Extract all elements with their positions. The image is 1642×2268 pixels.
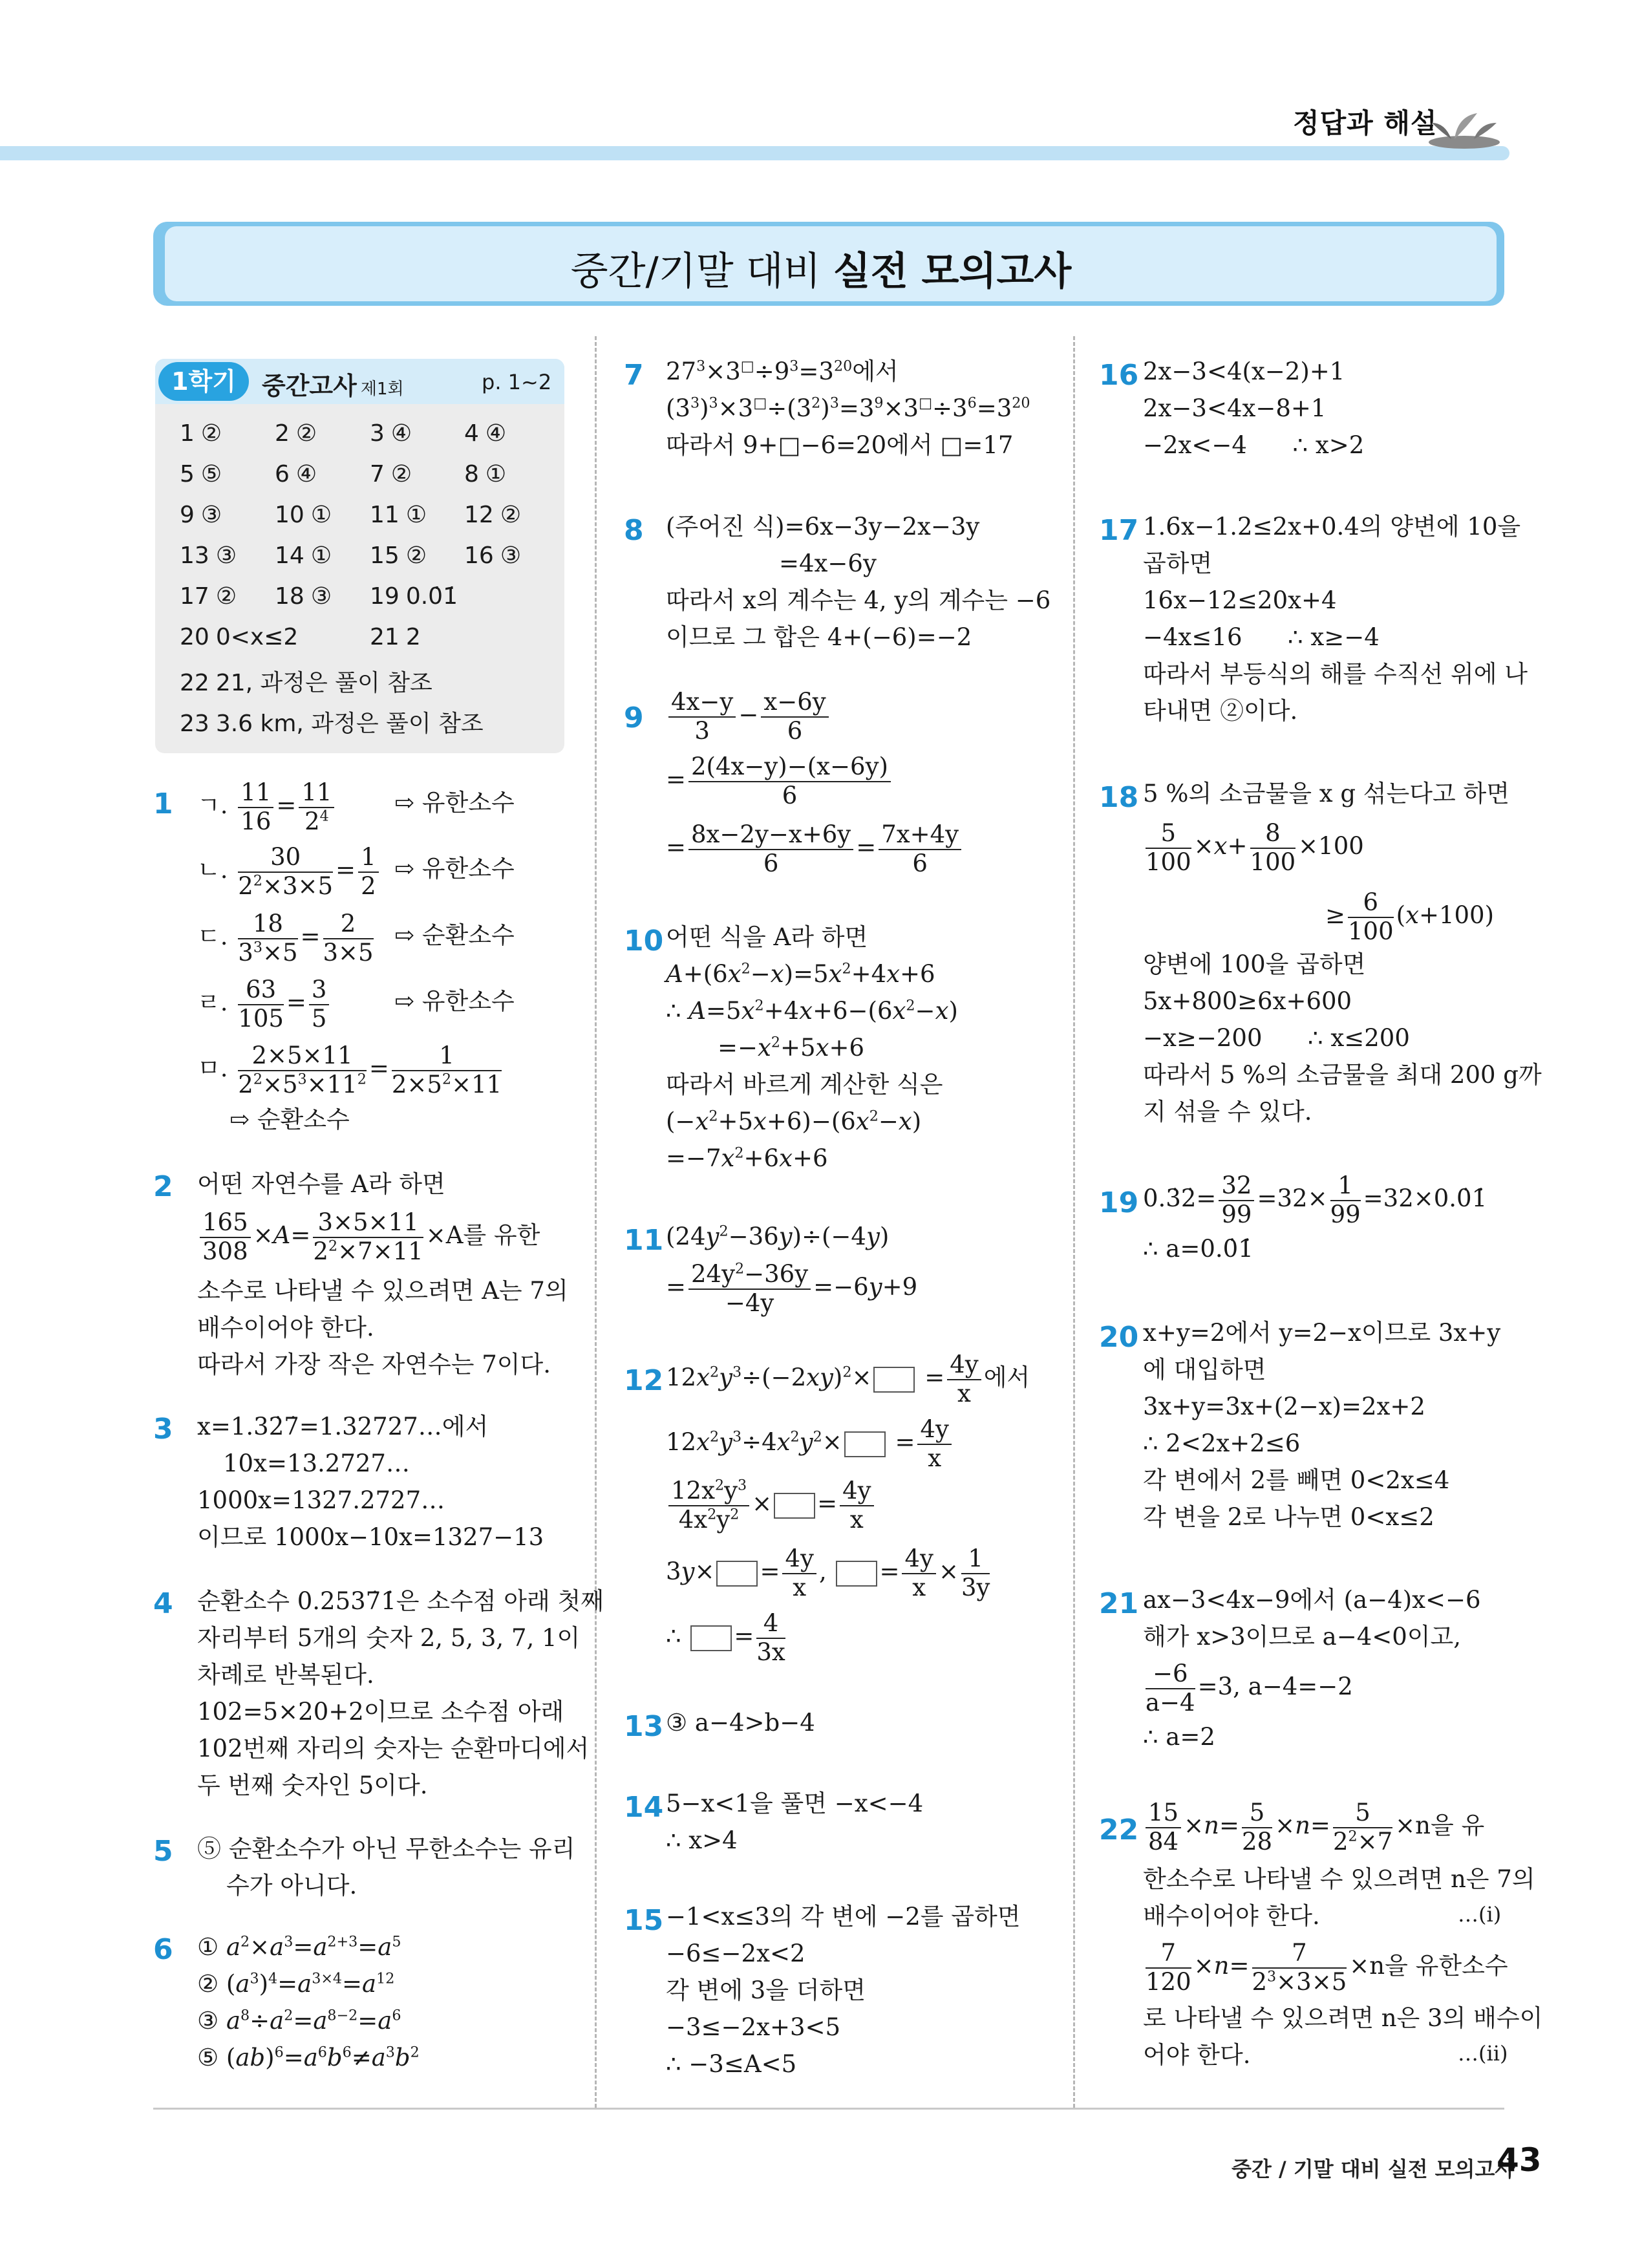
p9-line-3: = $\frac{8x-2y-x+6y}{6}$ = $\frac{7x+4y}{6}$ bbox=[666, 821, 964, 877]
exam-round: 제1회 bbox=[360, 380, 404, 399]
answer-item bbox=[464, 542, 521, 569]
p22-line-6: 어야 한다. bbox=[1143, 2041, 1251, 2069]
column-divider bbox=[595, 336, 597, 2108]
p18-line-1: 5 %의 소금물을 x g 섞는다고 하면 bbox=[1143, 780, 1509, 808]
problem-number: 10 bbox=[624, 925, 664, 957]
problem-number: 7 bbox=[624, 359, 644, 392]
p12-line-2: $12x^2y^3\div 4x^2y^2\times$ = $\frac{4y}{x}$ bbox=[666, 1416, 954, 1472]
answer-number: 20 bbox=[180, 624, 209, 650]
answer-item bbox=[370, 583, 458, 610]
p8-line-1: (주어진 식)=6x−3y−2x−3y bbox=[666, 513, 980, 540]
answer-item bbox=[275, 583, 332, 610]
p22-line-5: 로 나타낼 수 있으려면 n은 3의 배수이 bbox=[1143, 2004, 1543, 2032]
problem-number: 6 bbox=[153, 1933, 173, 1966]
answer-item bbox=[180, 461, 222, 487]
p4-line-2: 자리부터 5개의 숫자 2, 5, 3, 7, 1이 bbox=[197, 1624, 581, 1652]
p10-line-1: 어떤 식을 A라 하면 bbox=[666, 923, 868, 951]
p20-line-4: ∴ 2<2x+2≤6 bbox=[1143, 1429, 1301, 1457]
p14-line-2: ∴ x>4 bbox=[666, 1826, 738, 1854]
term-badge: 1학기 bbox=[158, 362, 249, 401]
p17-line-2: 곱하면 bbox=[1143, 550, 1213, 577]
answer-value: ③ bbox=[310, 583, 332, 610]
answer-value: ① bbox=[405, 502, 427, 528]
p7-line-1: $27^3\times 3^□\div 9^3=3^{20}$에서 bbox=[666, 358, 899, 385]
answer-item bbox=[180, 705, 484, 738]
p1-line-e: ㅁ. $\frac{2\times 5\times 11}{2^2\times 5^3\times 11^2}$ = $\frac{1}{2\times 5^2\times 11}$ bbox=[197, 1042, 502, 1098]
p9-line-1: $\frac{4x-y}{3}$ − $\frac{x-6y}{6}$ bbox=[666, 689, 831, 745]
p22-marker-2: …(ⅱ) bbox=[1458, 2041, 1508, 2066]
header-title: 정답과 해설 bbox=[1293, 107, 1438, 139]
answer-item bbox=[275, 420, 317, 447]
problem-number: 13 bbox=[624, 1710, 664, 1743]
problem-number: 3 bbox=[153, 1413, 173, 1446]
p16-line-1: 2x−3<4(x−2)+1 bbox=[1143, 358, 1345, 385]
p6-line-1: ① $a^2\times a^3=a^{2+3}=a^5$ bbox=[197, 1933, 401, 1961]
p16-line-2: 2x−3<4x−8+1 bbox=[1143, 394, 1327, 422]
answer-number: 14 bbox=[275, 542, 304, 569]
p2-line-1: 어떤 자연수를 A라 하면 bbox=[197, 1170, 445, 1198]
p21-line-1: ax−3<4x−9에서 (a−4)x<−6 bbox=[1143, 1586, 1481, 1614]
p18-line-3: ≥ $\frac{6}{100}$ (x+100) bbox=[1325, 888, 1495, 945]
p1-result-e: ⇨ 순환소수 bbox=[229, 1106, 350, 1133]
problem-number: 21 bbox=[1099, 1587, 1139, 1620]
answer-value: 2 bbox=[405, 624, 421, 650]
p10-line-6: $(-x^2+5x+6)-(6x^2-x)$ bbox=[666, 1107, 922, 1135]
answer-number: 22 bbox=[180, 670, 209, 696]
answer-item bbox=[180, 583, 237, 610]
answer-value: ② bbox=[500, 502, 522, 528]
problem-number: 2 bbox=[153, 1170, 173, 1203]
p4-line-6: 두 번째 숫자인 5이다. bbox=[197, 1771, 428, 1799]
answer-value: ④ bbox=[390, 420, 412, 447]
p18-line-7: 따라서 5 %의 소금물을 최대 200 g까 bbox=[1143, 1061, 1542, 1089]
problem-number: 20 bbox=[1099, 1321, 1139, 1354]
answer-value: ② bbox=[405, 542, 427, 569]
p18-line-6: −x≥−200 ∴ x≤200 bbox=[1143, 1024, 1410, 1052]
p3-line-4: 이므로 1000x−10x=1327−13 bbox=[197, 1523, 544, 1551]
answer-number: 3 bbox=[370, 420, 385, 447]
p10-line-4: $=-x^2+5x+6$ bbox=[718, 1034, 864, 1062]
problem-number: 4 bbox=[153, 1587, 173, 1620]
p1-result-a: ⇨ 유한소수 bbox=[394, 789, 515, 817]
p19-line-1: 0.3̇2̇= $\frac{32}{99}$ =32× $\frac{1}{99}$ =32×0.0̇1̇ bbox=[1143, 1171, 1487, 1228]
p20-line-1: x+y=2에서 y=2−x이므로 3x+y bbox=[1143, 1319, 1501, 1347]
answer-number: 21 bbox=[370, 624, 400, 650]
p2-line-2: $\frac{165}{308}$ ×A= $\frac{3\times 5\times 11}{2^2\times 7\times 11}$ ×A를 유한 bbox=[197, 1209, 540, 1265]
answer-number: 10 bbox=[275, 502, 304, 528]
p20-line-6: 각 변을 2로 나누면 0<x≤2 bbox=[1143, 1503, 1434, 1531]
answer-number: 6 bbox=[275, 461, 290, 487]
p15-line-5: ∴ −3≤A<5 bbox=[666, 2050, 797, 2078]
sprout-icon bbox=[1425, 103, 1503, 149]
p18-line-2: $\frac{5}{100}$ ×x+ $\frac{8}{100}$ ×100 bbox=[1146, 819, 1364, 876]
answer-number: 4 bbox=[464, 420, 479, 447]
answer-number: 7 bbox=[370, 461, 385, 487]
p11-line-1: $(24y^2-36y)\div(-4y)$ bbox=[666, 1223, 890, 1250]
answer-value: ④ bbox=[295, 461, 317, 487]
p12-line-5: ∴ = $\frac{4}{3x}$ bbox=[666, 1609, 785, 1666]
p4-line-1: 순환소수 0.2537̇1̇은 소수점 아래 첫째 bbox=[197, 1587, 604, 1615]
p4-line-3: 차례로 반복된다. bbox=[197, 1661, 374, 1689]
answer-number: 18 bbox=[275, 583, 304, 610]
p3-line-2: 10x=13.2727… bbox=[223, 1450, 410, 1477]
p20-line-5: 각 변에서 2를 빼면 0<2x≤4 bbox=[1143, 1466, 1450, 1494]
answer-number: 15 bbox=[370, 542, 400, 569]
answer-item bbox=[464, 461, 506, 487]
p19-line-2: ∴ a=0.0̇1̇ bbox=[1143, 1235, 1253, 1263]
problem-number: 11 bbox=[624, 1224, 664, 1257]
problem-number: 1 bbox=[153, 787, 173, 820]
answer-item bbox=[370, 502, 427, 528]
problem-number: 22 bbox=[1099, 1813, 1139, 1846]
problem-number: 5 bbox=[153, 1835, 173, 1868]
p2-line-4: 배수이어야 한다. bbox=[197, 1314, 374, 1342]
problem-number: 12 bbox=[624, 1364, 664, 1397]
answer-item bbox=[464, 502, 521, 528]
answer-value: ② bbox=[200, 420, 222, 447]
p12-line-1: $12x^2y^3\div(-2xy)^2\times$ = $\frac{4y}{x}$ 에서 bbox=[666, 1351, 1030, 1407]
answer-item bbox=[180, 420, 222, 447]
p8-line-4: 이므로 그 합은 4+(−6)=−2 bbox=[666, 623, 972, 651]
p17-line-3: 16x−12≤20x+4 bbox=[1143, 586, 1337, 614]
p21-line-4: ∴ a=2 bbox=[1143, 1723, 1215, 1751]
p1-line-a: ㄱ. $\frac{11}{16}$ = $\frac{11}{2^4}$ bbox=[197, 779, 337, 835]
problem-number: 16 bbox=[1099, 359, 1139, 392]
p17-line-6: 타내면 ②이다. bbox=[1143, 697, 1298, 725]
p18-line-5: 5x+800≥6x+600 bbox=[1143, 987, 1352, 1015]
p10-line-5: 따라서 바르게 계산한 식은 bbox=[666, 1071, 943, 1098]
p1-line-c: ㄷ. $\frac{18}{3^3\times 5}$ = $\frac{2}{3\times 5}$ bbox=[197, 910, 374, 967]
answer-value: ① bbox=[310, 502, 332, 528]
p12-line-4: 3y× = $\frac{4y}{x}$ , = $\frac{4y}{x}$ × $\frac{1}{3y}$ bbox=[666, 1545, 990, 1601]
p15-line-4: −3≤−2x+3<5 bbox=[666, 2013, 841, 2041]
p22-line-4: $\frac{7}{120}$ ×n= $\frac{7}{2^3\times 3\times 5}$ ×n을 유한소수 bbox=[1146, 1939, 1508, 1996]
answer-number: 2 bbox=[275, 420, 290, 447]
p20-line-2: 에 대입하면 bbox=[1143, 1356, 1266, 1384]
p1-line-d: ㄹ. $\frac{63}{105}$ = $\frac{3}{5}$ bbox=[197, 976, 332, 1032]
answer-number: 8 bbox=[464, 461, 479, 487]
p2-line-5: 따라서 가장 작은 자연수는 7이다. bbox=[197, 1351, 551, 1378]
p18-line-8: 지 섞을 수 있다. bbox=[1143, 1098, 1312, 1126]
answer-number: 17 bbox=[180, 583, 209, 610]
p7-line-2: $(3^3)^3\times 3^□\div(3^2)^3=3^9\times 3^□\div 3^6=3^{20}$ bbox=[666, 394, 1030, 422]
answer-number: 19 bbox=[370, 583, 400, 610]
answer-value: ② bbox=[295, 420, 317, 447]
p1-result-d: ⇨ 유한소수 bbox=[394, 987, 515, 1015]
p16-line-3: −2x<−4 ∴ x>2 bbox=[1143, 431, 1365, 459]
answer-value: ③ bbox=[215, 542, 237, 569]
answer-value: ④ bbox=[485, 420, 507, 447]
p22-line-3: 배수이어야 한다. bbox=[1143, 1902, 1320, 1930]
header-bar bbox=[0, 146, 1509, 160]
p5-line-1: ⑤ 순환소수가 아닌 무한소수는 유리 bbox=[197, 1835, 575, 1863]
answer-item bbox=[370, 624, 421, 650]
answer-number: 12 bbox=[464, 502, 494, 528]
p9-line-2: = $\frac{2(4x-y)-(x-6y)}{6}$ bbox=[666, 753, 893, 809]
p3-line-3: 1000x=1327.2727… bbox=[197, 1486, 445, 1514]
answer-value: ② bbox=[215, 583, 237, 610]
answer-value: 0.0̇1̇ bbox=[405, 583, 458, 610]
answer-value: ① bbox=[485, 461, 507, 487]
answer-number: 1 bbox=[180, 420, 195, 447]
p3-line-1: x=1.32̇7̇=1.32727…에서 bbox=[197, 1413, 489, 1440]
page-title bbox=[0, 241, 1642, 296]
p4-line-4: 102=5×20+2이므로 소수점 아래 bbox=[197, 1698, 564, 1726]
p22-marker-1: …(ⅰ) bbox=[1458, 1902, 1502, 1927]
p1-result-b: ⇨ 유한소수 bbox=[394, 855, 515, 883]
problem-number: 14 bbox=[624, 1791, 664, 1824]
answer-number: 23 bbox=[180, 711, 209, 737]
p10-line-3: ∴ $A=5x^2+4x+6-(6x^2-x)$ bbox=[666, 997, 958, 1025]
p10-line-2: $A+(6x^2-x)=5x^2+4x+6$ bbox=[666, 960, 935, 988]
answer-value: ② bbox=[390, 461, 412, 487]
p4-line-5: 102번째 자리의 숫자는 순환마디에서 bbox=[197, 1735, 590, 1762]
answer-number: 16 bbox=[464, 542, 494, 569]
p12-line-3: $\frac{12x^2y^3}{4x^2y^2}$ × = $\frac{4y}{x}$ bbox=[666, 1477, 877, 1534]
p15-line-3: 각 변에 3을 더하면 bbox=[666, 1976, 866, 2004]
exam-name bbox=[262, 366, 404, 401]
title-normal: 중간/기말 대비 bbox=[570, 249, 833, 294]
problem-number: 19 bbox=[1099, 1186, 1139, 1219]
p17-line-1: 1.6x−1.2≤2x+0.4의 양변에 10을 bbox=[1143, 513, 1521, 540]
answer-item bbox=[464, 420, 506, 447]
p14-line-1: 5−x<1을 풀면 −x<−4 bbox=[666, 1790, 924, 1817]
answer-value: 21, 과정은 풀이 참조 bbox=[215, 670, 432, 696]
answer-value: ① bbox=[310, 542, 332, 569]
answer-item bbox=[370, 542, 427, 569]
p11-line-2: = $\frac{24y^2-36y}{-4y}$ =−6y+9 bbox=[666, 1260, 918, 1317]
p17-line-4: −4x≤16 ∴ x≥−4 bbox=[1143, 623, 1380, 651]
answer-item bbox=[180, 624, 298, 650]
problem-number: 18 bbox=[1099, 781, 1139, 814]
p20-line-3: 3x+y=3x+(2−x)=2x+2 bbox=[1143, 1393, 1425, 1420]
p21-line-3: $\frac{-6}{a-4}$ =3, a−4=−2 bbox=[1146, 1660, 1353, 1717]
answer-value: ③ bbox=[200, 502, 222, 528]
p6-line-2: ② $(a^3)^4=a^{3\times 4}=a^{12}$ bbox=[197, 1970, 395, 1998]
p15-line-2: −6≤−2x<2 bbox=[666, 1940, 805, 1967]
p6-line-3: ③ $a^8\div a^2=a^{8-2}=a^6$ bbox=[197, 2007, 401, 2035]
footer-title: 중간 / 기말 대비 실전 모의고사 bbox=[1232, 2157, 1515, 2181]
answer-value: ⑤ bbox=[200, 461, 222, 487]
p18-line-4: 양변에 100을 곱하면 bbox=[1143, 950, 1366, 978]
answer-number: 13 bbox=[180, 542, 209, 569]
p8-line-2: =4x−6y bbox=[779, 550, 877, 577]
answer-number: 11 bbox=[370, 502, 400, 528]
answer-number: 9 bbox=[180, 502, 195, 528]
answer-item bbox=[370, 420, 412, 447]
title-bold: 실전 모의고사 bbox=[833, 249, 1072, 294]
p8-line-3: 따라서 x의 계수는 4, y의 계수는 −6 bbox=[666, 586, 1051, 614]
answer-value: 0<x≤2 bbox=[215, 624, 299, 650]
p1-result-c: ⇨ 순환소수 bbox=[394, 921, 515, 949]
answer-item bbox=[275, 461, 317, 487]
p21-line-2: 해가 x>3이므로 a−4<0이고, bbox=[1143, 1623, 1462, 1651]
problem-number: 9 bbox=[624, 701, 644, 734]
answer-item bbox=[275, 542, 332, 569]
p17-line-5: 따라서 부등식의 해를 수직선 위에 나 bbox=[1143, 660, 1528, 688]
p10-line-7: $=-7x^2+6x+6$ bbox=[666, 1144, 828, 1172]
answer-number: 5 bbox=[180, 461, 195, 487]
problem-number: 15 bbox=[624, 1904, 664, 1937]
page-number: 43 bbox=[1497, 2141, 1542, 2179]
p15-line-1: −1<x≤3의 각 변에 −2를 곱하면 bbox=[666, 1903, 1021, 1931]
answer-item bbox=[180, 542, 237, 569]
answer-item bbox=[180, 502, 222, 528]
p7-line-3: 따라서 9+□−6=20에서 □=17 bbox=[666, 431, 1014, 459]
problem-number: 17 bbox=[1099, 514, 1139, 547]
answer-item bbox=[370, 461, 412, 487]
p1-line-b: ㄴ. $\frac{30}{2^2\times 3\times 5}$ = $\frac{1}{2}$ bbox=[197, 844, 381, 900]
footer-divider bbox=[153, 2108, 1504, 2110]
p6-line-4: ⑤ $(ab)^6=a^6b^6\ne a^3b^2$ bbox=[197, 2044, 420, 2071]
problem-number: 8 bbox=[624, 514, 644, 547]
answer-item bbox=[275, 502, 332, 528]
exam-label: 중간고사 bbox=[262, 372, 357, 400]
column-divider bbox=[1073, 336, 1075, 2108]
p2-line-3: 소수로 나타낼 수 있으려면 A는 7의 bbox=[197, 1277, 568, 1305]
exam-pages: p. 1~2 bbox=[482, 370, 552, 394]
p5-line-2: 수가 아니다. bbox=[226, 1872, 357, 1899]
p22-line-2: 한소수로 나타낼 수 있으려면 n은 7의 bbox=[1143, 1865, 1535, 1893]
answer-value: 3.6 km, 과정은 풀이 참조 bbox=[215, 711, 484, 737]
answer-value: ③ bbox=[500, 542, 522, 569]
p22-line-1: $\frac{15}{84}$ ×n= $\frac{5}{28}$ ×n= $\frac{5}{2^2\times 7}$ ×n을 유 bbox=[1143, 1799, 1484, 1856]
answer-item bbox=[180, 665, 432, 698]
p13-line-1: ③ a−4>b−4 bbox=[666, 1709, 815, 1737]
